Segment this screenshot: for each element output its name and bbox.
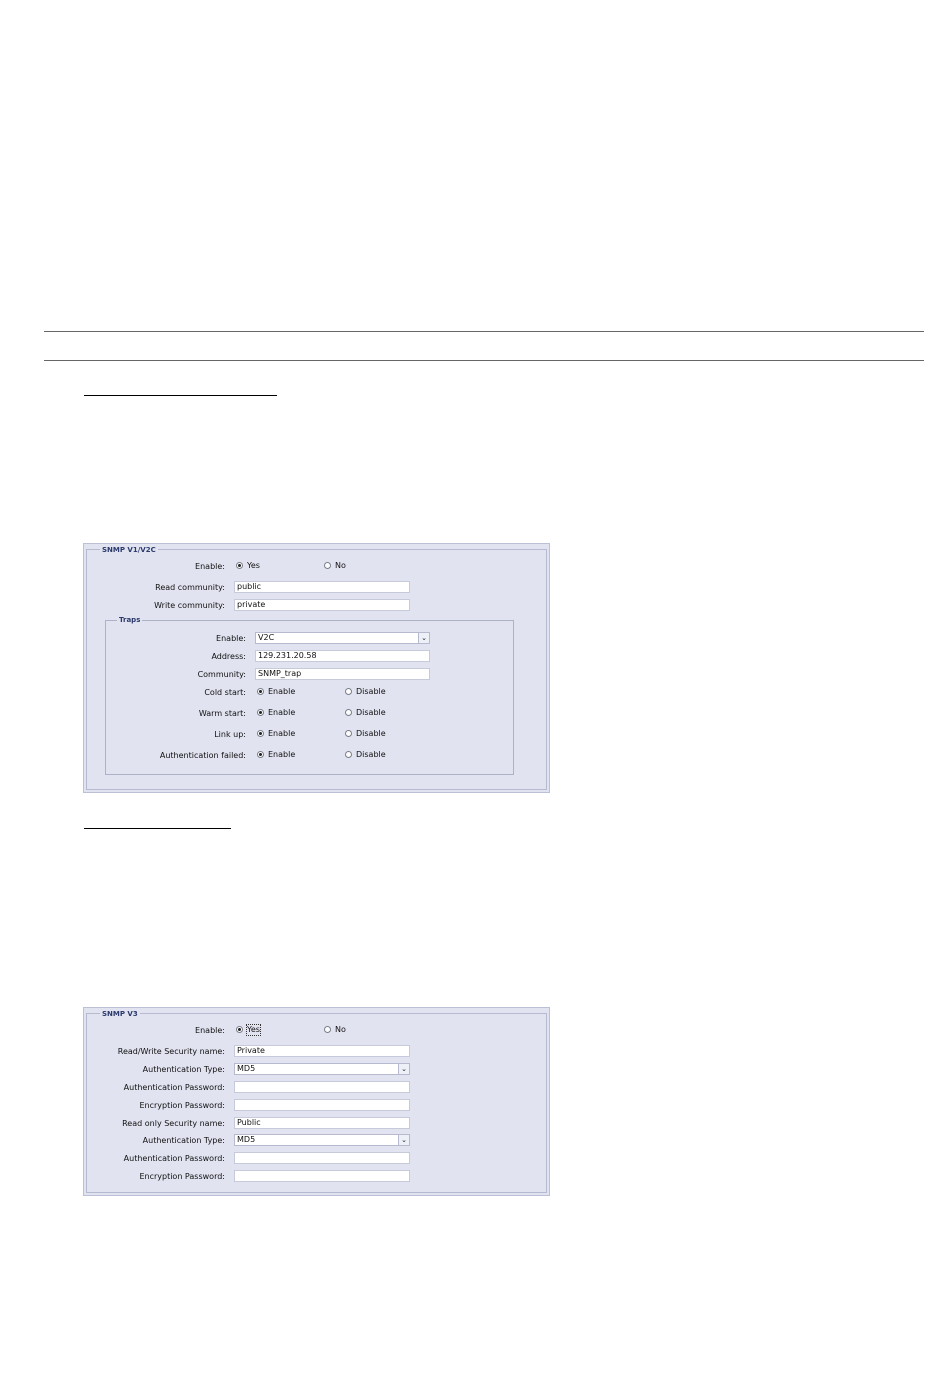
v1-enable-yes-label: Yes [247, 561, 260, 570]
write-community-input[interactable]: private [234, 599, 410, 611]
cold-start-enable-label: Enable [268, 687, 296, 696]
ro-auth-type-label: Authentication Type: [142, 1136, 225, 1145]
rw-encryption-password-label: Encryption Password: [139, 1101, 225, 1110]
traps-community-label: Community: [197, 670, 246, 679]
traps-version-value: V2C [258, 633, 275, 642]
ro-auth-type-select[interactable] [234, 1134, 410, 1146]
warm-start-disable-label: Disable [356, 708, 386, 717]
warm-start-enable-radio[interactable] [257, 709, 264, 716]
warm-start-disable-radio[interactable] [345, 709, 352, 716]
section-underline-2 [84, 828, 231, 829]
rw-security-name-label: Read/Write Security name: [117, 1047, 225, 1056]
rw-auth-type-value: MD5 [237, 1064, 256, 1073]
v3-enable-no-radio[interactable] [324, 1026, 331, 1033]
traps-address-input[interactable]: 129.231.20.58 [255, 650, 430, 662]
traps-version-select[interactable] [255, 632, 430, 644]
cold-start-disable-label: Disable [356, 687, 386, 696]
link-up-enable-label: Enable [268, 729, 296, 738]
ro-auth-type-value: MD5 [237, 1135, 256, 1144]
auth-failed-disable-radio[interactable] [345, 751, 352, 758]
link-up-label: Link up: [214, 730, 246, 739]
v3-enable-yes-label: Yes [247, 1025, 260, 1034]
rw-auth-password-label: Authentication Password: [123, 1083, 225, 1092]
rw-security-name-input[interactable]: Private [234, 1045, 410, 1057]
ro-encryption-password-label: Encryption Password: [139, 1172, 225, 1181]
rw-auth-password-input[interactable] [234, 1081, 410, 1093]
ro-auth-password-input[interactable] [234, 1152, 410, 1164]
ro-security-name-input[interactable]: Public [234, 1117, 410, 1129]
auth-failed-enable-radio[interactable] [257, 751, 264, 758]
snmp-v3-title: SNMP V3 [102, 1010, 138, 1018]
chevron-down-icon[interactable]: ⌄ [418, 633, 429, 643]
warm-start-enable-label: Enable [268, 708, 296, 717]
cold-start-disable-radio[interactable] [345, 688, 352, 695]
ro-auth-password-label: Authentication Password: [123, 1154, 225, 1163]
cold-start-label: Cold start: [204, 688, 246, 697]
rw-auth-type-label: Authentication Type: [142, 1065, 225, 1074]
write-community-label: Write community: [154, 601, 225, 610]
link-up-disable-radio[interactable] [345, 730, 352, 737]
rw-auth-type-select[interactable] [234, 1063, 410, 1075]
link-up-enable-radio[interactable] [257, 730, 264, 737]
auth-failed-label: Authentication failed: [159, 751, 246, 760]
cold-start-enable-radio[interactable] [257, 688, 264, 695]
rw-encryption-password-input[interactable] [234, 1099, 410, 1111]
v1-enable-yes-radio[interactable] [236, 562, 243, 569]
ro-security-name-label: Read only Security name: [122, 1119, 225, 1128]
link-up-disable-label: Disable [356, 729, 386, 738]
bottom-divider [44, 360, 924, 361]
ro-encryption-password-input[interactable] [234, 1170, 410, 1182]
snmp-v1v2c-title: SNMP V1/V2C [102, 546, 156, 554]
v1-enable-no-label: No [335, 561, 346, 570]
read-community-input[interactable]: public [234, 581, 410, 593]
traps-enable-label: Enable: [216, 634, 246, 643]
read-community-label: Read community: [155, 583, 225, 592]
traps-community-input[interactable]: SNMP_trap [255, 668, 430, 680]
v3-enable-label: Enable: [195, 1026, 225, 1035]
chevron-down-icon[interactable]: ⌄ [398, 1064, 409, 1074]
auth-failed-enable-label: Enable [268, 750, 296, 759]
v1-enable-no-radio[interactable] [324, 562, 331, 569]
traps-title: Traps [119, 616, 141, 624]
auth-failed-disable-label: Disable [356, 750, 386, 759]
v3-enable-yes-radio[interactable] [236, 1026, 243, 1033]
traps-address-label: Address: [211, 652, 246, 661]
chevron-down-icon[interactable]: ⌄ [398, 1135, 409, 1145]
v1-enable-label: Enable: [195, 562, 225, 571]
warm-start-label: Warm start: [198, 709, 246, 718]
section-underline-1 [84, 395, 277, 396]
v3-enable-no-label: No [335, 1025, 346, 1034]
top-divider [44, 331, 924, 332]
